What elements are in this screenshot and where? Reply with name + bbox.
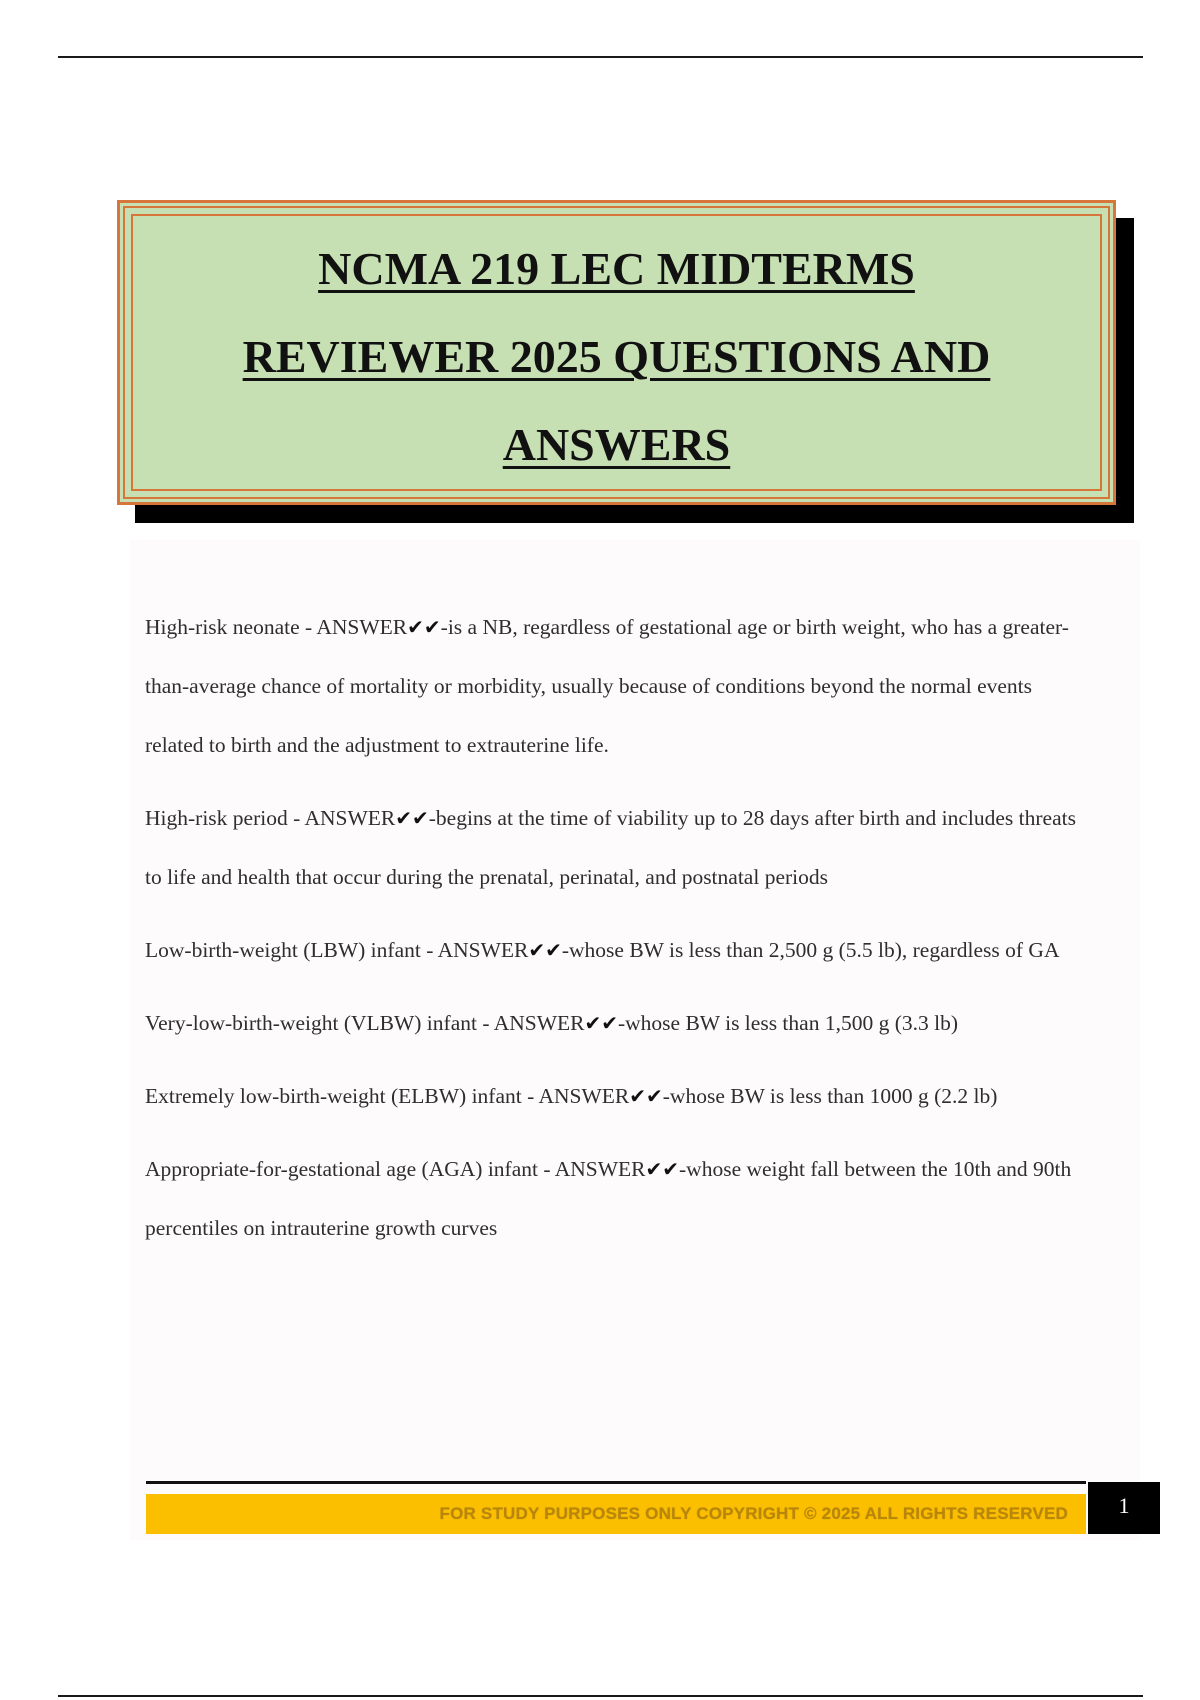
check-icon: ✔✔ — [645, 1157, 680, 1181]
term: Extremely low-birth-weight (ELBW) infant — [145, 1084, 522, 1108]
definition: -is a NB, regardless of gestational age or birth weight, who has a greater-than-average chance of mortality or morbidity, usually because of conditions beyond the normal events related to birth and the adjustment to extrauterine life. — [145, 615, 1069, 757]
bottom-rule — [58, 1695, 1143, 1697]
document-title — [120, 225, 1113, 489]
answer-label: ANSWER — [554, 1157, 646, 1181]
qa-entry: High-risk neonate - ANSWER✔✔-is a NB, regardless of gestational age or birth weight, who has a greater-than-average chance of mortality or morbidity, usually because of conditions beyond the normal events related to birth and the adjustment to extrauterine life. — [145, 615, 1069, 757]
definition: -whose BW is less than 1,500 g (3.3 lb) — [618, 1011, 958, 1035]
qa-entry: High-risk period - ANSWER✔✔-begins at the time of viability up to 28 days after birth and includes threats to life and health that occur during the prenatal, perinatal, and postnatal periods — [145, 806, 1076, 889]
term: Very-low-birth-weight (VLBW) infant — [145, 1011, 477, 1035]
check-icon: ✔✔ — [584, 1011, 618, 1035]
term: Low-birth-weight (LBW) infant — [145, 938, 421, 962]
definition: -whose weight fall between the 10th and 90th percentiles on intrauterine growth curves — [145, 1157, 1072, 1240]
title-line-1: NCMA 219 LEC MIDTERMS — [318, 243, 915, 294]
title-box — [117, 200, 1116, 505]
term: Appropriate-for-gestational age (AGA) infant — [145, 1157, 538, 1181]
definition: -whose BW is less than 1000 g (2.2 lb) — [662, 1084, 998, 1108]
answer-label: ANSWER — [437, 938, 529, 962]
qa-entry: Low-birth-weight (LBW) infant - ANSWER✔✔-whose BW is less than 2,500 g (5.5 lb), regardless of GA — [145, 938, 1060, 962]
answer-label: ANSWER — [493, 1011, 585, 1035]
qa-entry: Extremely low-birth-weight (ELBW) infant - ANSWER✔✔-whose BW is less than 1000 g (2.2 lb) — [145, 1084, 998, 1108]
top-rule — [58, 56, 1143, 58]
footer-bar — [146, 1494, 1086, 1534]
answer-label: ANSWER — [538, 1084, 630, 1108]
footer-copyright-text: FOR STUDY PURPOSES ONLY COPYRIGHT © 2025 ALL RIGHTS RESERVED — [439, 1504, 1068, 1523]
title-line-3: ANSWERS — [502, 419, 731, 470]
term: High-risk neonate — [145, 615, 300, 639]
definition: -whose BW is less than 2,500 g (5.5 lb), regardless of GA — [561, 938, 1060, 962]
definition: -begins at the time of viability up to 28 days after birth and includes threats to life and health that occur during the prenatal, perinatal, and postnatal periods — [145, 806, 1076, 889]
page-number: 1 — [1088, 1482, 1160, 1534]
qa-entry: Very-low-birth-weight (VLBW) infant - ANSWER✔✔-whose BW is less than 1,500 g (3.3 lb) — [145, 1011, 958, 1035]
term: High-risk period — [145, 806, 288, 830]
answer-label: ANSWER — [316, 615, 408, 639]
qa-entry: Appropriate-for-gestational age (AGA) infant - ANSWER✔✔-whose weight fall between the 10th and 90th percentiles on intrauterine growth curves — [145, 1157, 1072, 1240]
check-icon: ✔✔ — [395, 806, 429, 830]
answer-label: ANSWER — [304, 806, 396, 830]
title-line-2: REVIEWER 2025 QUESTIONS AND — [242, 331, 991, 382]
check-icon: ✔✔ — [528, 938, 562, 962]
qa-list — [145, 598, 1080, 1272]
check-icon: ✔✔ — [407, 615, 441, 639]
check-icon: ✔✔ — [629, 1084, 663, 1108]
footer-rule — [146, 1481, 1086, 1484]
